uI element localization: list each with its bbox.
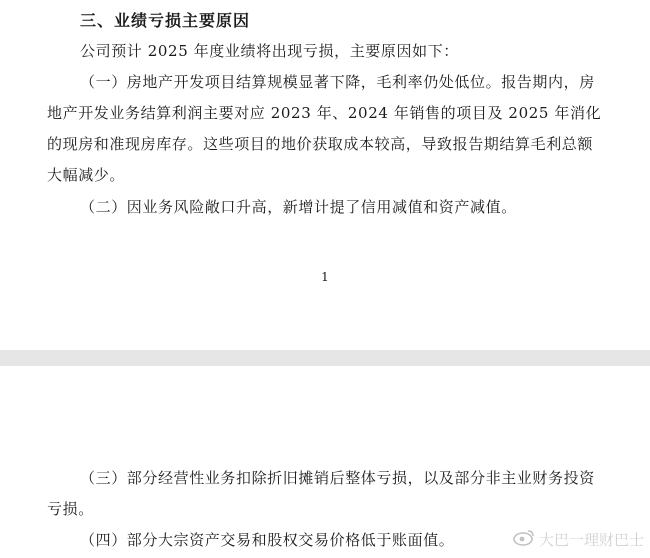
reason-paragraph-2: （二）因业务风险敞口升高，新增计提了信用减值和资产减值。 bbox=[80, 198, 517, 216]
page-separator bbox=[0, 350, 650, 366]
reason-paragraph-3: （三）部分经营性业务扣除折旧摊销后整体亏损，以及部分非主业财务投资亏损。 bbox=[47, 469, 595, 518]
weibo-icon bbox=[513, 528, 535, 550]
watermark bbox=[513, 528, 644, 550]
watermark-text: 大巴一理财巴士 bbox=[538, 530, 644, 549]
section-heading: 三、业绩亏损主要原因 bbox=[80, 11, 251, 30]
page-number: 1 bbox=[321, 270, 329, 284]
reason-paragraph-4: （四）部分大宗资产交易和股权交易价格低于账面值。 bbox=[80, 531, 455, 549]
reason-paragraph-1: （一）房地产开发项目结算规模显著下降，毛利率仍处低位。报告期内，房地产开发业务结算利润主要对应 2023 年、2024 年销售的项目及 2025 年消化的现房和准现房库存。这些项目的地价获取成本较高，导致报告期结算毛利总额大幅减少。 bbox=[47, 73, 602, 184]
intro-paragraph: 公司预计 2025 年度业绩将出现亏损，主要原因如下： bbox=[80, 42, 459, 60]
